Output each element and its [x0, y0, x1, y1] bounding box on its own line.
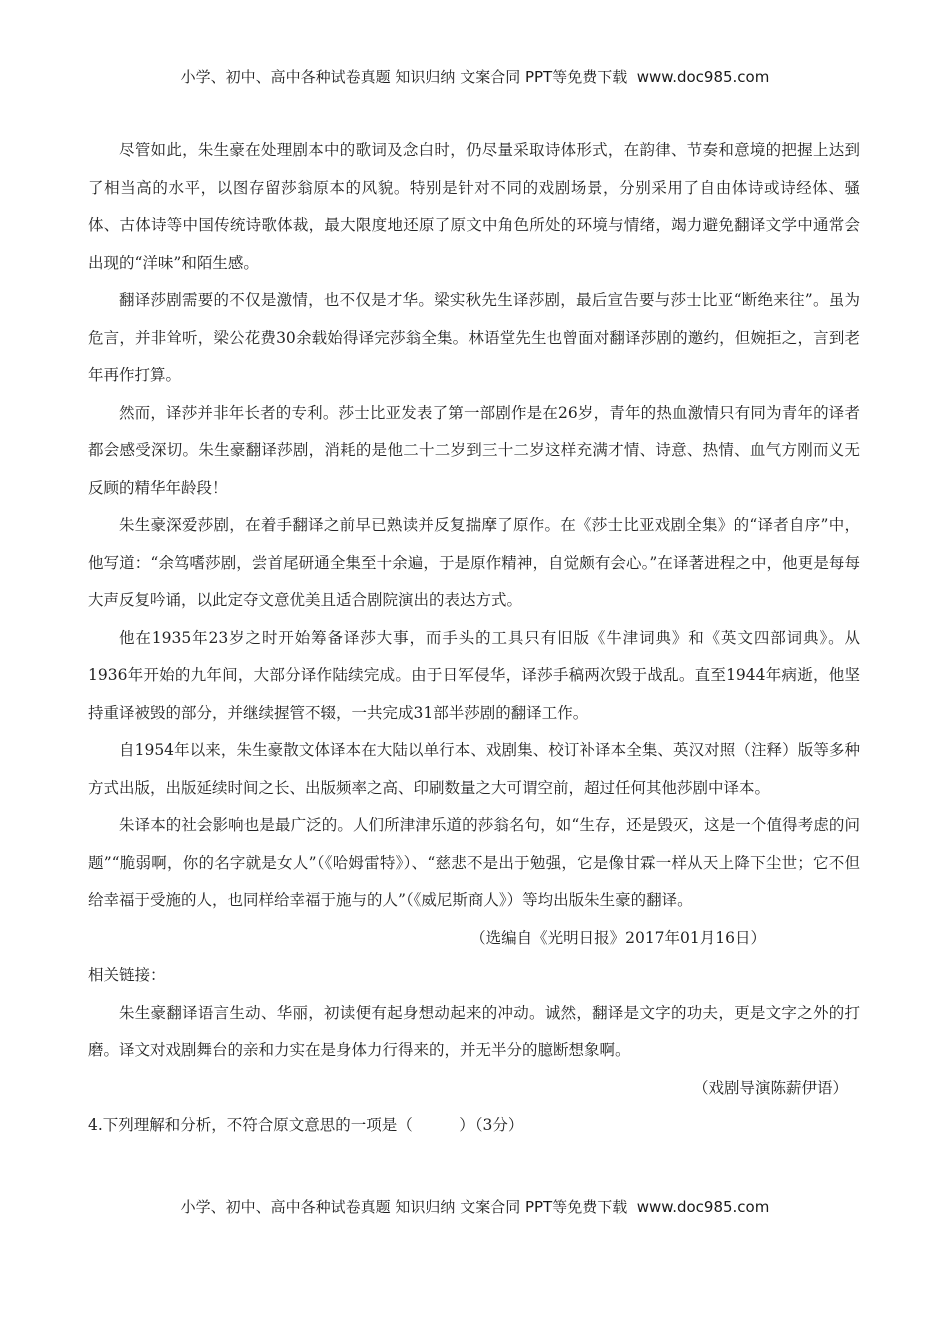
paragraph-2: 翻译莎剧需要的不仅是激情，也不仅是才华。梁实秋先生译莎剧，最后宣告要与莎士比亚“断绝来往”。虽为危言，并非耸听，梁公花费30余载始得译完莎翁全集。林语堂先生也曾面对翻译莎剧的邀约，但婉拒之，言到老年再作打算。 [88, 291, 860, 384]
related-text: 朱生豪翻译语言生动、华丽，初读便有起身想动起来的冲动。诚然，翻译是文字的功夫，更是文字之外的打磨。译文对戏剧舞台的亲和力实在是身体力行得来的，并无半分的臆断想象啊。 [88, 1003, 860, 1059]
footer-text: 小学、初中、高中各种试卷真题 知识归纳 文案合同 PPT等免费下载 [180, 1198, 628, 1216]
source-note: （选编自《光明日报》2017年01月16日） [470, 928, 766, 947]
header-text: 小学、初中、高中各种试卷真题 知识归纳 文案合同 PPT等免费下载 [180, 68, 628, 86]
paragraph-7: 朱译本的社会影响也是最广泛的。人们所津津乐道的莎翁名句，如“生存，还是毁灭，这是一个值得考虑的问题”“脆弱啊，你的名字就是女人”（《哈姆雷特》）、“慈悲不是出于勉强，它是像甘霖一样从天上降下尘世；它不但给幸福于受施的人，也同样给幸福于施与的人”（《威尼斯商人》）等均出版朱生豪的翻译。 [88, 816, 860, 909]
paragraph-4: 朱生豪深爱莎剧，在着手翻译之前早已熟读并反复揣摩了原作。在《莎士比亚戏剧全集》的“译者自序”中，他写道：“余笃嗜莎剧，尝首尾研通全集至十余遍，于是原作精神，自觉颇有会心。”在译著进程之中，他更是每每大声反复吟诵，以此定夺文意优美且适合剧院演出的表达方式。 [88, 516, 860, 609]
paragraph-3: 然而，译莎并非年长者的专利。莎士比亚发表了第一部剧作是在26岁，青年的热血激情只有同为青年的译者都会感受深切。朱生豪翻译莎剧，消耗的是他二十二岁到三十二岁这样充满才情、诗意、热情、血气方刚而义无反顾的精华年龄段！ [88, 403, 860, 497]
paragraph-6: 自1954年以来，朱生豪散文体译本在大陆以单行本、戏剧集、校订补译本全集、英汉对照（注释）版等多种方式出版，出版延续时间之长、出版频率之高、印刷数量之大可谓空前，超过任何其他莎剧中译本。 [88, 741, 860, 797]
question-4: 4.下列理解和分析，不符合原文意思的一项是（ ）（3分） [88, 1116, 524, 1134]
related-label: 相关链接： [88, 966, 166, 984]
header-url: www.doc985.com [636, 68, 770, 86]
related-attribution: （戏剧导演陈薪伊语） [692, 1078, 848, 1097]
paragraph-1: 尽管如此，朱生豪在处理剧本中的歌词及念白时，仍尽量采取诗体形式，在韵律、节奏和意境的把握上达到了相当高的水平，以图存留莎翁原本的风貌。特别是针对不同的戏剧场景，分别采用了自由体诗或诗经体、骚体、古体诗等中国传统诗歌体裁，最大限度地还原了原文中角色所处的环境与情绪，竭力避免翻译文学中通常会出现的“洋味”和陌生感。 [88, 141, 860, 272]
article-body [88, 132, 860, 1145]
page-footer [0, 1196, 950, 1217]
footer-url: www.doc985.com [636, 1198, 770, 1216]
paragraph-5: 他在1935年23岁之时开始筹备译莎大事，而手头的工具只有旧版《牛津词典》和《英文四部词典》。从1936年开始的九年间，大部分译作陆续完成。由于日军侵华，译莎手稿两次毁于战乱。直至1944年病逝，他坚持重译被毁的部分，并继续握管不辍，一共完成31部半莎剧的翻译工作。 [88, 628, 860, 722]
page-header [0, 66, 950, 87]
